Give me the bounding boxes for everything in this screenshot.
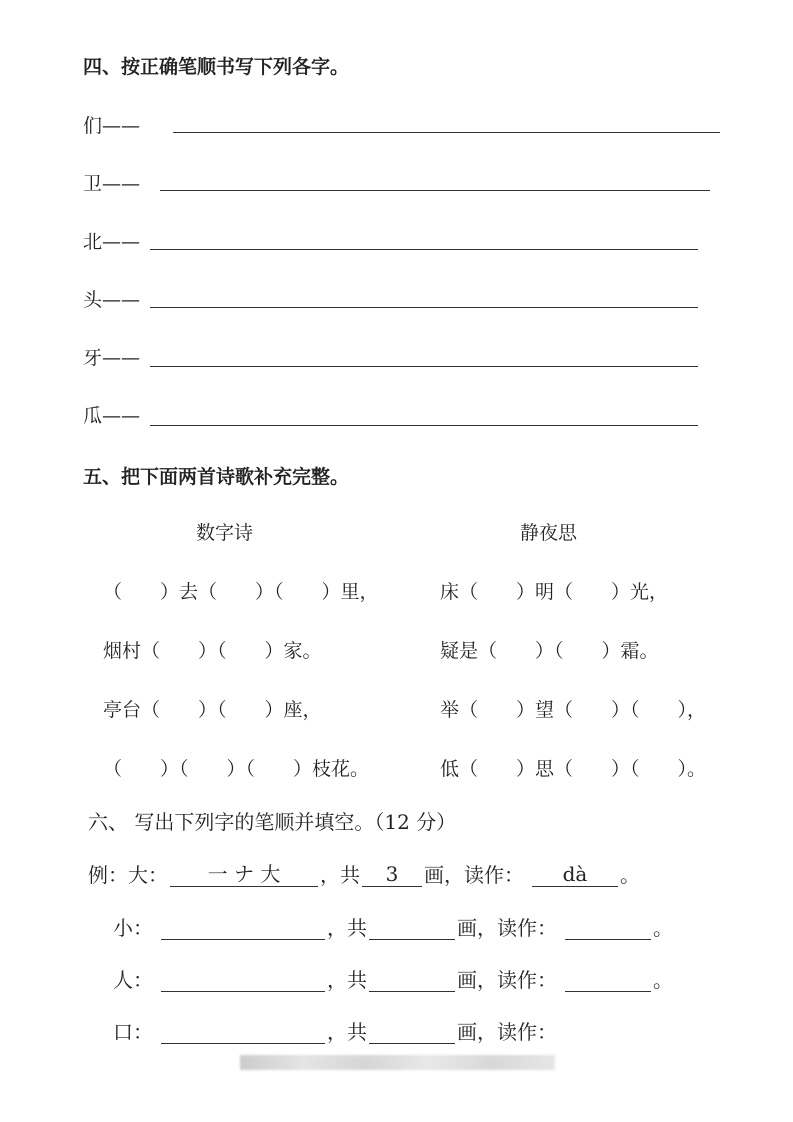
period: 。 xyxy=(620,863,640,887)
stroke-item: 北—— xyxy=(83,231,141,253)
gong-label: ，共 xyxy=(327,968,367,992)
section-6-title: 六、 写出下列字的笔顺并填空。（12 分） xyxy=(88,810,457,834)
row-char: 口： xyxy=(113,1020,153,1044)
example-row xyxy=(88,862,640,887)
poem-2-line: 床（ ）明（ ）光， xyxy=(440,581,669,603)
poem-2-line: 举（ ）望（ ）（ ）， xyxy=(440,699,707,721)
hua-label: 画，读作： xyxy=(457,1020,557,1044)
example-pinyin: dà xyxy=(532,862,618,887)
count-blank[interactable] xyxy=(369,915,455,940)
example-count: 3 xyxy=(362,862,422,887)
gong-label: ，共 xyxy=(327,1020,367,1044)
gong-label: ，共 xyxy=(327,916,367,940)
period: 。 xyxy=(653,916,673,940)
pinyin-blank[interactable] xyxy=(565,967,651,992)
strokes-blank[interactable] xyxy=(161,915,325,940)
poem-2-line: 疑是（ ）（ ）霜。 xyxy=(440,640,659,662)
blurred-watermark xyxy=(240,1055,555,1070)
hua-label: 画，读作： xyxy=(457,968,557,992)
stroke-item: 卫—— xyxy=(83,173,141,195)
answer-line[interactable] xyxy=(150,307,698,308)
strokes-blank[interactable] xyxy=(161,1019,325,1044)
example-prefix: 例：大： xyxy=(88,863,168,887)
answer-line[interactable] xyxy=(150,366,698,367)
strokes-blank[interactable] xyxy=(161,967,325,992)
fill-row xyxy=(113,915,673,940)
answer-line[interactable] xyxy=(173,132,720,133)
stroke-item: 们—— xyxy=(83,115,141,137)
row-char: 小： xyxy=(113,916,153,940)
hua-label: 画，读作： xyxy=(457,916,557,940)
stroke-item: 头—— xyxy=(83,289,141,311)
pinyin-blank[interactable] xyxy=(565,915,651,940)
hua-label: 画，读作： xyxy=(424,863,524,887)
poem-1-line: （ ）（ ）（ ）枝花。 xyxy=(103,758,370,780)
section-4-title: 四、按正确笔顺书写下列各字。 xyxy=(83,56,350,78)
poem-2-title: 静夜思 xyxy=(520,522,578,544)
section-5-title: 五、把下面两首诗歌补充完整。 xyxy=(83,466,350,488)
count-blank[interactable] xyxy=(369,967,455,992)
count-blank[interactable] xyxy=(369,1019,455,1044)
poem-1-line: 亭台（ ）（ ）座， xyxy=(103,699,322,721)
poem-1-title: 数字诗 xyxy=(196,522,254,544)
fill-row-partial xyxy=(113,1019,557,1044)
row-char: 人： xyxy=(113,968,153,992)
answer-line[interactable] xyxy=(150,249,698,250)
period: 。 xyxy=(653,968,673,992)
stroke-item: 牙—— xyxy=(83,347,141,369)
fill-row xyxy=(113,967,673,992)
gong-label: ，共 xyxy=(320,863,360,887)
poem-2-line: 低（ ）思（ ）（ ）。 xyxy=(440,758,707,780)
answer-line[interactable] xyxy=(160,190,710,191)
poem-1-line: （ ）去（ ）（ ）里， xyxy=(103,581,379,603)
stroke-item: 瓜—— xyxy=(83,405,141,427)
poem-1-line: 烟村（ ）（ ）家。 xyxy=(103,640,322,662)
answer-line[interactable] xyxy=(150,425,698,426)
example-strokes: 一 ナ 大 xyxy=(170,862,318,887)
